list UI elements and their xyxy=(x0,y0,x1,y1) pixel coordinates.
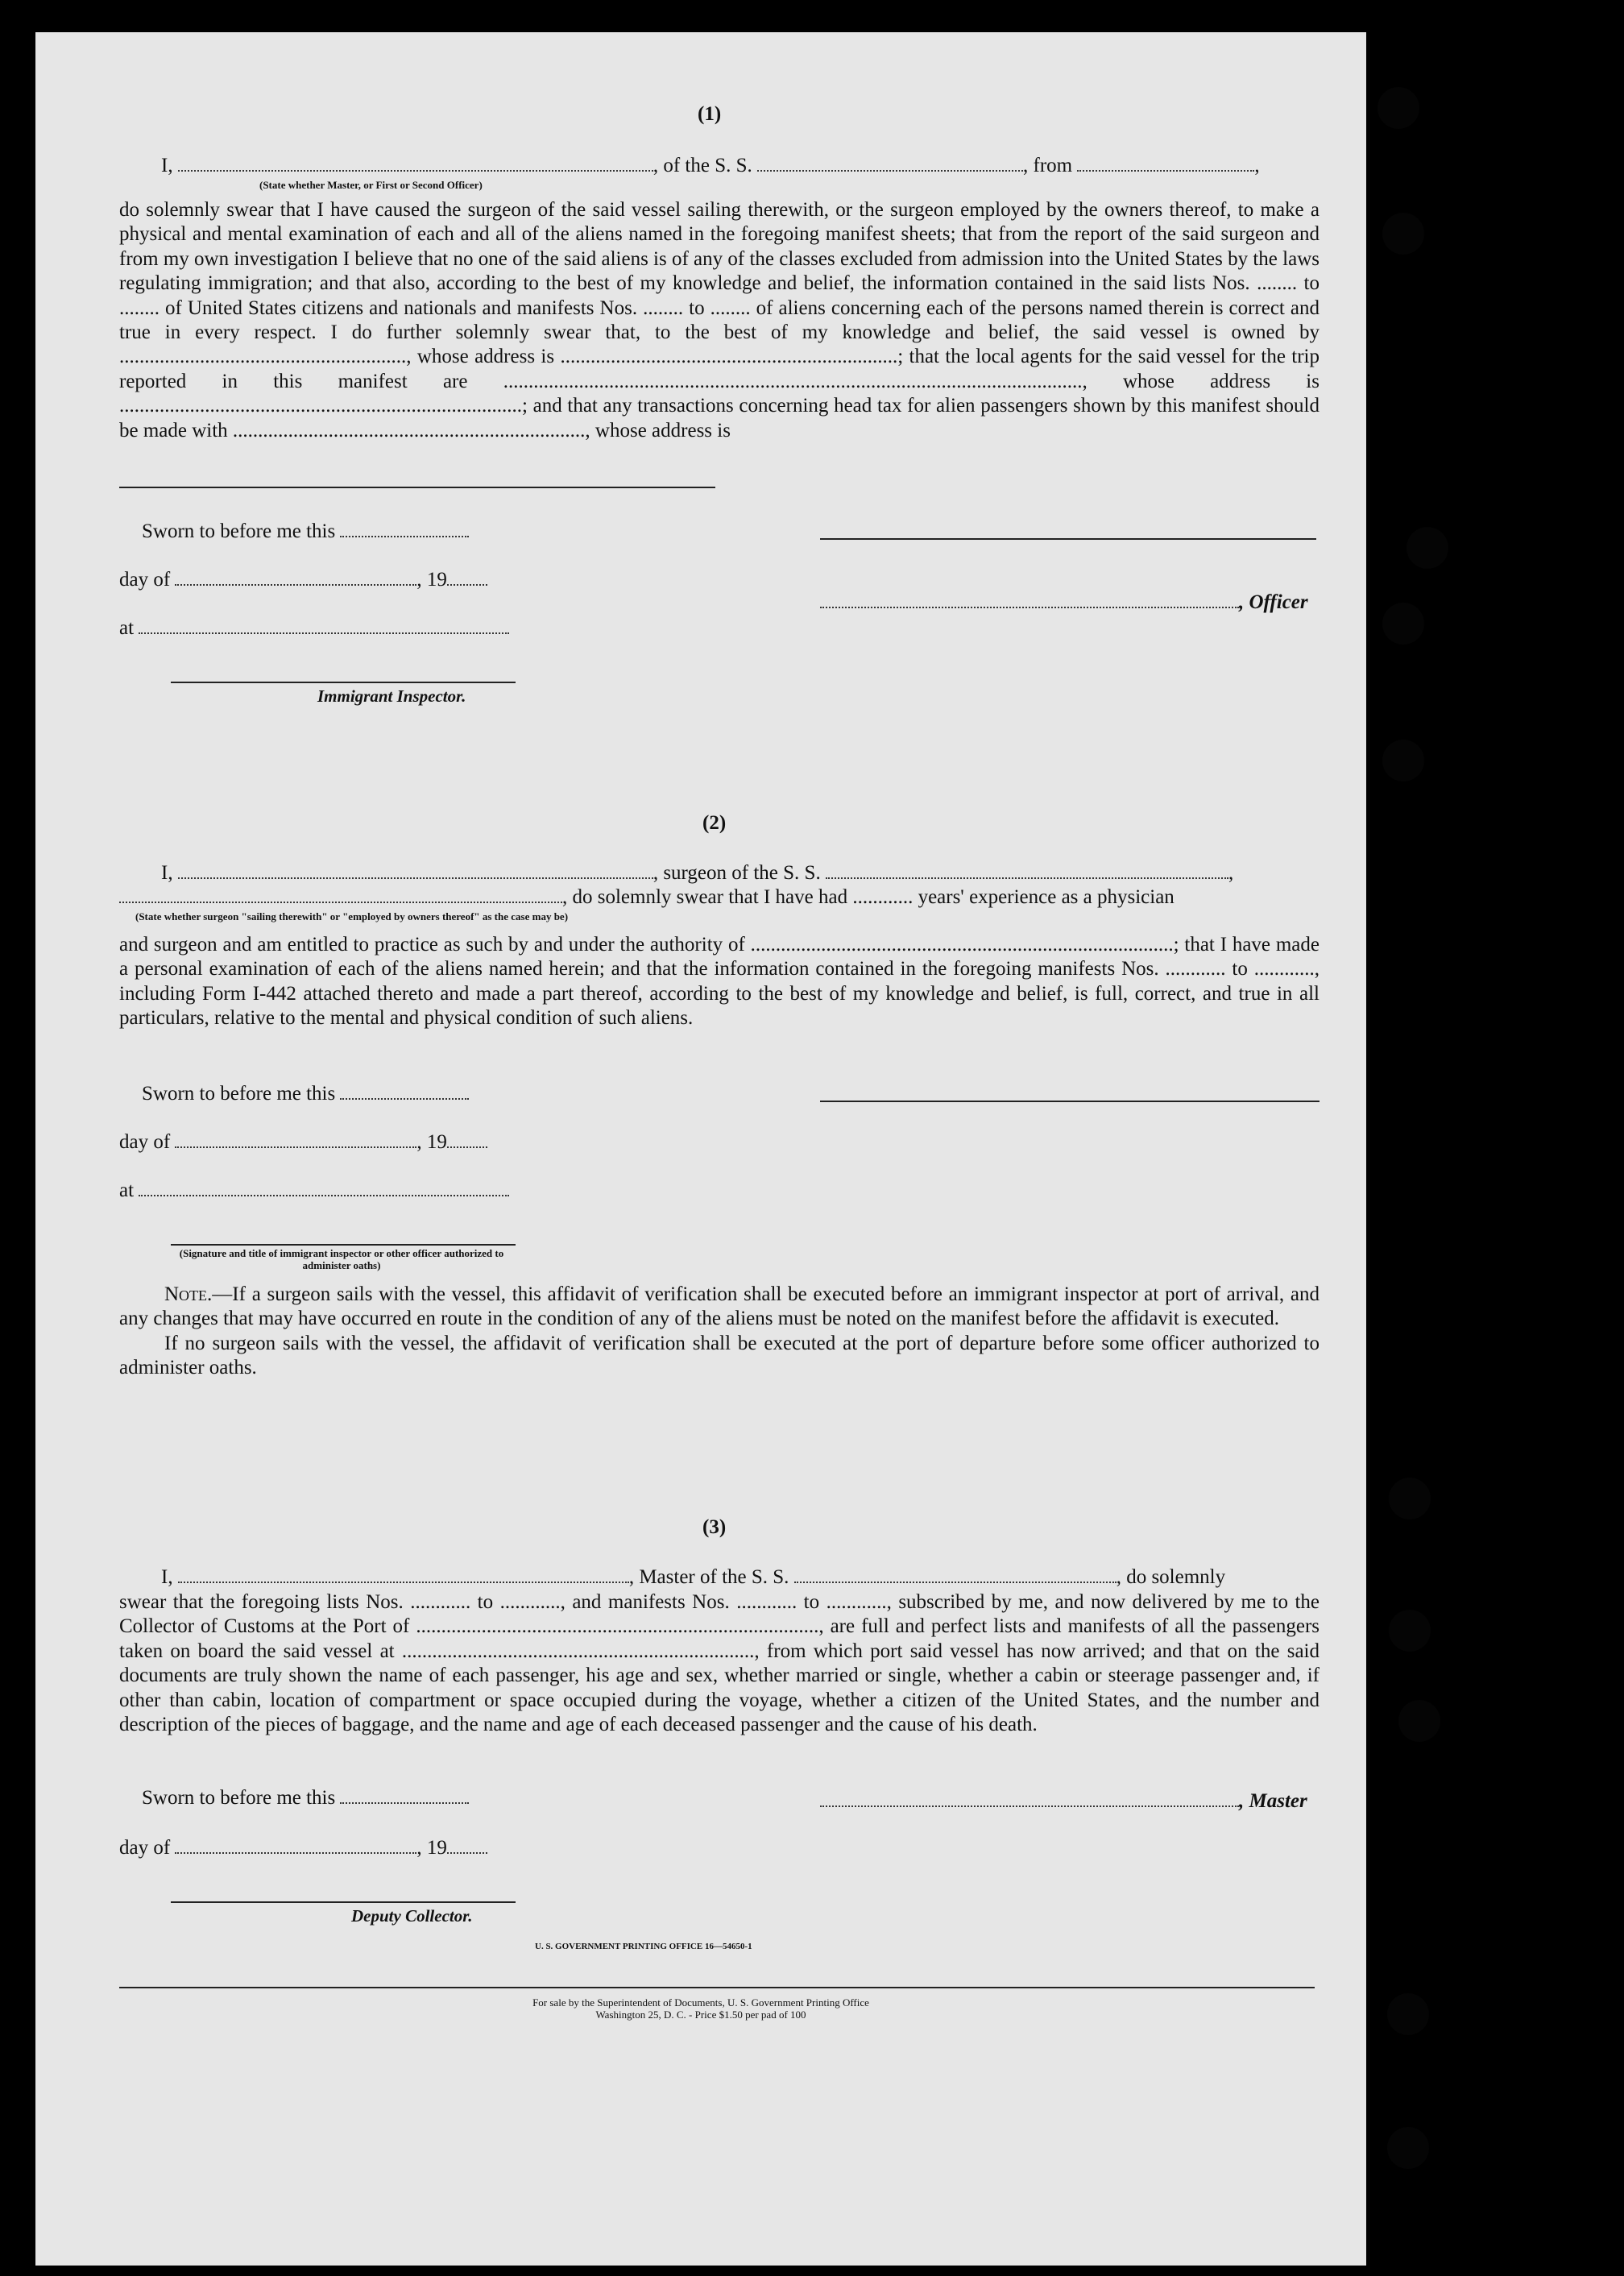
section-2-number: (2) xyxy=(702,812,727,834)
at-line-1 xyxy=(119,617,509,640)
ship-label: , of the S. S. xyxy=(652,155,752,176)
binder-hole xyxy=(1382,603,1424,645)
note-paragraph-1 xyxy=(119,1283,1320,1332)
binder-hole xyxy=(1378,87,1419,129)
section-3-header-line xyxy=(161,1566,1225,1589)
printing-office-imprint: U. S. GOVERNMENT PRINTING OFFICE 16—54650-1 xyxy=(535,1942,752,1951)
ship-name-field xyxy=(794,1582,1116,1583)
officer-label: , Officer xyxy=(1239,591,1308,613)
note-paragraph-2: If no surgeon sails with the vessel, the affidavit of verification shall be executed at the port of departure before some officer authorized to administer oaths. xyxy=(119,1332,1320,1379)
from-label: , from xyxy=(1023,155,1073,176)
year-field xyxy=(447,1146,487,1148)
surgeon-status-caption: (State whether surgeon "sailing therewith" or "employed by owners thereof" as the case may be) xyxy=(135,910,569,922)
collector-caption: Deputy Collector. xyxy=(351,1906,473,1926)
address-continuation-line xyxy=(119,487,715,488)
section-1-body: do solemnly swear that I have caused the surgeon of the said vessel sailing therewith, or the surgeon employed by the owners thereof, to make a physical and mental examination of each and all of the aliens named in the foregoing manifest sheets; that from the report of the said surgeon and from my own investigation I believe that no one of the said aliens is of any of the classes excluded from admission into the United States by the laws regulating immigration; and that also, according to the best of my knowledge and belief, the information contained in the said lists Nos. ........ to ........ of United States citizens and nationals and manifests Nos. ........ to ........ of aliens concerning each of the persons named therein is correct and true in every respect. I do further solemnly swear that, to the best of my knowledge and belief, the said vessel is owned by ........................................................., whose address is ...................................................................; that the local agents for the said vessel for the trip reported in this manifest are ..................................................................................................................., whose address is ................................................................................; and that any transactions concerning head tax for alien passengers shown by this manifest should be made with ......................................................................, whose address is xyxy=(119,199,1320,442)
day-of-line-2 xyxy=(119,1131,487,1154)
ship-name-field xyxy=(826,877,1228,879)
section-2-body: and surgeon and am entitled to practice as such by and under the authority of ....................................................................................; that I have made a personal examination of each of the aliens named herein; and that the information contained in the foregoing manifests Nos. ............ to ............, including Form I-442 attached thereto and made a part thereof, according to the best of my knowledge and belief, is full, correct, and true in all particulars, relative to the mental and physical condition of such aliens. xyxy=(119,934,1320,1030)
sworn-label: Sworn to before me this xyxy=(142,1787,336,1809)
years-experience-text: , do solemnly swear that I have had ............ years' experience as a physician xyxy=(562,886,1174,908)
section-2-second-line xyxy=(119,886,1174,909)
collector-signature-line xyxy=(171,1901,516,1903)
surgeon-ship-label: , surgeon of the S. S. xyxy=(652,862,821,884)
surgeon-status-field xyxy=(178,877,653,879)
day-of-label: day of xyxy=(119,1837,171,1859)
day-of-line-3 xyxy=(119,1837,487,1859)
officer-rank-field xyxy=(178,170,653,172)
master-line xyxy=(820,1790,1307,1813)
place-field xyxy=(139,1195,509,1196)
binder-hole xyxy=(1406,527,1448,569)
binder-hole xyxy=(1382,740,1424,781)
pronoun-i: I, xyxy=(161,1566,173,1588)
day-of-line-1 xyxy=(119,569,487,591)
section-3-body: swear that the foregoing lists Nos. ............ to ............, and manifests Nos. ............ to ............, subscribed by me, and now delivered by me to the Collector of Customs at the Port of ................................................................................, are full and perfect lists and manifests of all the passengers taken on board the said vessel at ......................................................................, from which port said vessel has now arrived; and that on the said documents are truly shown the name of each passenger, his age and sex, whether married or single, whether a cabin or steerage passenger and, if other than cabin, location of compartment or space occupied during the voyage, whether a citizen of the United States, and the number and description of the pieces of baggage, and the name and age of each deceased passenger and the cause of his death. xyxy=(119,1591,1320,1736)
section-2-header-line: I, , surgeon of the S. S. , xyxy=(161,862,1234,884)
ship-name-field xyxy=(757,170,1023,172)
officer-rank-caption: (State whether Master, or First or Second Officer) xyxy=(259,179,483,191)
sale-line-1: For sale by the Superintendent of Documents, U. S. Government Printing Office xyxy=(532,1996,869,2009)
section-3-oath-text xyxy=(119,1590,1320,1737)
sworn-line-3 xyxy=(142,1787,469,1810)
officer-signature-line-top xyxy=(820,538,1316,540)
section-2-oath-text xyxy=(119,933,1320,1031)
section-1-oath-text xyxy=(119,198,1320,443)
signature-caption: (Signature and title of immigrant inspector or other officer authorized to administer oaths) xyxy=(179,1247,504,1271)
note-text-1: —If a surgeon sails with the vessel, this affidavit of verification shall be executed before an immigrant inspector at port of arrival, and any changes that may have occurred en route in the condition of any of the aliens must be noted on the manifest before the affidavit is executed. xyxy=(119,1283,1320,1330)
officer-line xyxy=(820,591,1308,614)
section-3-number: (3) xyxy=(702,1516,727,1538)
year-label: , 19 xyxy=(416,1131,447,1153)
master-ship-label: , Master of the S. S. xyxy=(628,1566,789,1588)
sworn-line-1 xyxy=(142,520,469,543)
pronoun-i: I, xyxy=(161,862,173,884)
note-label: Note. xyxy=(164,1283,213,1305)
surgeon-signature-line xyxy=(820,1101,1320,1102)
section-1-header-line: I, , of the S. S. , from , xyxy=(161,155,1260,176)
month-field xyxy=(175,584,416,586)
day-of-label: day of xyxy=(119,1131,171,1153)
section-1-number: (1) xyxy=(698,103,722,125)
inspector-signature-line xyxy=(171,682,516,683)
pronoun-i: I, xyxy=(161,155,173,176)
binder-hole xyxy=(1389,1610,1431,1652)
binder-hole xyxy=(1382,213,1424,255)
master-signature-field xyxy=(820,1805,1239,1807)
at-label: at xyxy=(119,617,135,639)
sworn-day-field xyxy=(340,1098,469,1100)
sworn-label: Sworn to before me this xyxy=(142,520,336,542)
master-name-field xyxy=(178,1582,629,1583)
month-field xyxy=(175,1852,416,1854)
year-label: , 19 xyxy=(416,569,447,591)
binder-hole xyxy=(1398,1700,1440,1742)
officer-signature-field xyxy=(820,607,1239,608)
binder-hole xyxy=(1387,2127,1429,2169)
year-field xyxy=(447,1852,487,1854)
year-label: , 19 xyxy=(416,1837,447,1859)
departure-port-field xyxy=(1077,170,1254,172)
binder-hole xyxy=(1387,1993,1429,2035)
day-of-label: day of xyxy=(119,569,171,591)
sworn-day-field xyxy=(340,536,469,537)
note-block xyxy=(119,1283,1320,1381)
at-label: at xyxy=(119,1179,135,1201)
at-line-2 xyxy=(119,1179,509,1202)
sale-line-2: Washington 25, D. C. - Price $1.50 per pad of 100 xyxy=(595,2009,806,2021)
month-field xyxy=(175,1146,416,1148)
sworn-line-2 xyxy=(142,1083,469,1105)
place-field xyxy=(139,632,509,634)
inspector-caption: Immigrant Inspector. xyxy=(317,686,466,706)
inspector-signature-line xyxy=(171,1244,516,1246)
sale-notice xyxy=(35,1996,1366,2021)
sworn-day-field xyxy=(340,1802,469,1804)
footer-divider xyxy=(119,1987,1315,1988)
binder-hole xyxy=(1389,1478,1431,1519)
sworn-label: Sworn to before me this xyxy=(142,1083,336,1105)
year-field xyxy=(447,584,487,586)
master-label: , Master xyxy=(1239,1790,1307,1812)
surgeon-name-field xyxy=(119,902,562,903)
do-solemnly-label: , do solemnly xyxy=(1116,1566,1226,1588)
